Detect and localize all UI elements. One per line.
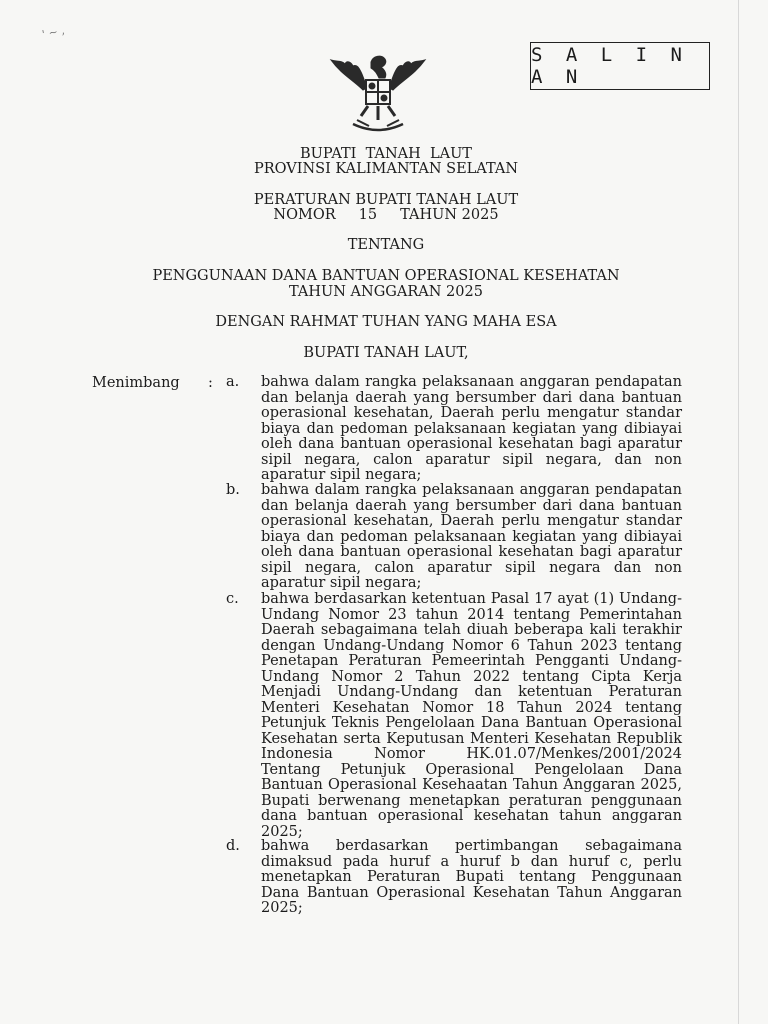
clause-line: bahwa dalam rangka pelaksanaan anggaran pendapatan	[261, 482, 682, 498]
clause-b	[226, 483, 682, 595]
clause-line: menetapkan Peraturan Bupati tentang Penggunaan	[261, 869, 682, 885]
clause-line: operasional kesehatan, Daerah perlu mengatur standar	[261, 405, 682, 421]
clause-line: dana bantuan operasional kesehatan tahun anggaran	[261, 808, 682, 824]
clause-letter: c.	[226, 591, 239, 607]
clause-line: operasional kesehatan, Daerah perlu mengatur standar	[261, 513, 682, 529]
official-title: BUPATI TANAH LAUT	[300, 146, 472, 162]
clause-line: Petunjuk Teknis Pengelolaan Dana Bantuan Operasional	[261, 715, 682, 731]
clause-line: Penetapan Peraturan Pemeerintah Pengganti Undang-	[261, 653, 682, 669]
clause-line: dimaksud pada huruf a huruf b dan huruf c, perlu	[261, 853, 682, 870]
clause-line: Indonesia Nomor HK.01.07/Menkes/2001/2024	[261, 746, 682, 762]
clause-line: bahwa berdasarkan ketentuan Pasal 17 ayat (1) Undang-	[261, 591, 682, 607]
clause-line: dengan Undang-Undang Nomor 6 Tahun 2023 tentang	[261, 637, 682, 654]
clause-line: oleh dana bantuan operasional kesehatan bagi aparatur	[261, 436, 682, 452]
clause-line: Bupati berwenang menetapkan peraturan penggunaan	[261, 792, 682, 809]
clause-line: bahwa dalam rangka pelaksanaan anggaran pendapatan	[261, 374, 682, 390]
clause-line: Dana Bantuan Operasional Kesehatan Tahun Anggaran	[261, 884, 682, 901]
page-fold-line	[738, 0, 739, 1024]
clause-body	[261, 592, 682, 840]
clause-line: 2025;	[261, 823, 303, 840]
garuda-emblem-icon	[323, 50, 433, 140]
authority-line: BUPATI TANAH LAUT,	[303, 345, 469, 361]
clause-letter: b.	[226, 482, 240, 498]
regulation-number: NOMOR 15 TAHUN 2025	[273, 207, 499, 223]
clause-line: biaya dan pedoman pelaksanaan kegiatan yang dibiayai	[261, 528, 682, 545]
clause-body	[261, 375, 682, 484]
clause-line: Undang Nomor 23 tahun 2014 tentang Pemerintahan	[261, 606, 682, 623]
clause-line: Daerah sebagaimana telah diuah beberapa kali terakhir	[261, 622, 682, 638]
clause-line: bahwa berdasarkan pertimbangan sebagaimana	[261, 838, 682, 854]
clause-letter: a.	[226, 374, 240, 390]
clause-line: sipil negara, calon aparatur sipil negara, dan non	[261, 451, 682, 468]
clause-line: dan belanja daerah yang bersumber dari dana bantuan	[261, 497, 682, 514]
clause-line: Menjadi Undang-Undang dan ketentuan Peraturan	[261, 684, 682, 700]
clause-line: Tentang Petunjuk Operasional Pengelolaan Dana	[261, 761, 682, 778]
clause-a	[226, 375, 682, 487]
considering-colon: :	[208, 375, 213, 391]
clause-line: biaya dan pedoman pelaksanaan kegiatan yang dibiayai	[261, 420, 682, 437]
blessing-line: DENGAN RAHMAT TUHAN YANG MAHA ESA	[215, 314, 557, 330]
clause-letter: d.	[226, 838, 240, 854]
considering-label: Menimbang	[92, 375, 180, 391]
clause-c	[226, 592, 682, 842]
clause-line: aparatur sipil negara;	[261, 467, 422, 483]
clause-line: Undang Nomor 2 Tahun 2022 tentang Cipta Kerja	[261, 668, 682, 685]
clause-line: dan belanja daerah yang bersumber dari dana bantuan	[261, 389, 682, 406]
regulation-title: PERATURAN BUPATI TANAH LAUT	[253, 192, 519, 208]
clause-line: oleh dana bantuan operasional kesehatan bagi aparatur	[261, 544, 682, 560]
clause-line: sipil negara, calon aparatur sipil negara dan non	[261, 559, 682, 576]
clause-line: aparatur sipil negara;	[261, 575, 422, 591]
clause-line: Bantuan Operasional Kesehaatan Tahun Anggaran 2025,	[261, 777, 682, 793]
clause-body	[261, 839, 682, 917]
salinan-stamp	[530, 42, 710, 90]
clause-line: Kesehatan serta Keputusan Menteri Kesehatan Republik	[261, 730, 682, 747]
scan-mark: ' ~ ,	[40, 23, 66, 42]
clause-line: 2025;	[261, 900, 303, 916]
salinan-label: S A L I N A N	[531, 44, 688, 88]
subject-line-2: TAHUN ANGGARAN 2025	[289, 284, 483, 300]
subject-line-1: PENGGUNAAN DANA BANTUAN OPERASIONAL KESEHATAN	[152, 268, 620, 284]
clause-d	[226, 839, 682, 919]
clause-line: Menteri Kesehatan Nomor 18 Tahun 2024 tentang	[261, 699, 682, 716]
province-title: PROVINSI KALIMANTAN SELATAN	[253, 161, 519, 177]
tentang-heading: TENTANG	[347, 237, 425, 253]
clause-body	[261, 483, 682, 592]
